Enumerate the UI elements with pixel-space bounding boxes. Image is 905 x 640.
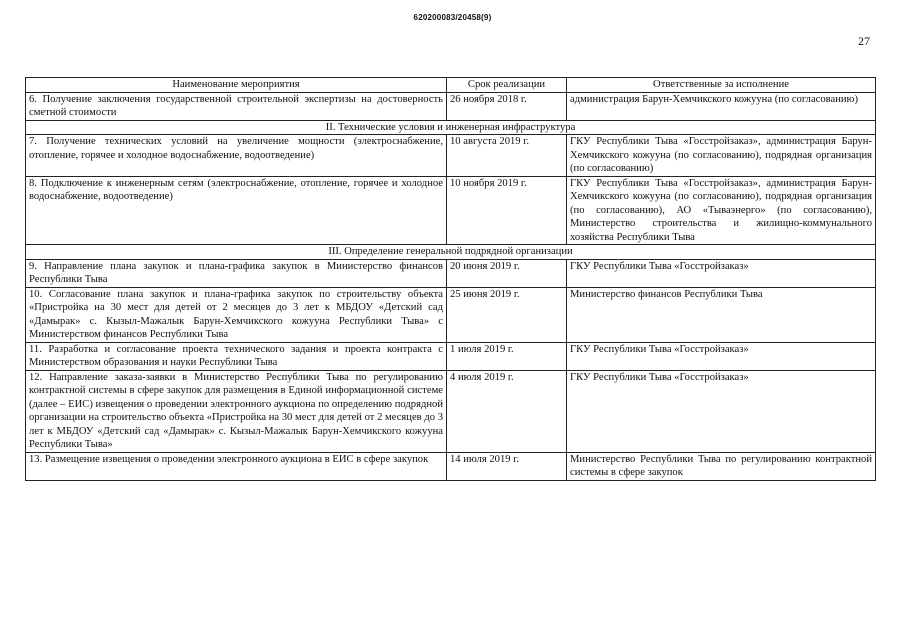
deadline-cell: 20 июня 2019 г. <box>447 259 567 287</box>
event-cell: 12. Направление заказа-заявки в Министерство Республики Тыва по регулированию контрактной системы в сфере закупок для размещения в Единой информационной системе (далее – ЕИС) извещения о проведении электронного аукциона по определению подрядной организации на строительство объекта «Пристройка на 30 мест для детей от 2 месяцев до 3 лет к МБДОУ «Детский сад «Дамырак» с. Кызыл-Мажалык Барун-Хемчикского кожууна Республики Тыва» <box>26 370 447 452</box>
event-cell: 6. Получение заключения государственной строительной экспертизы на достоверность сметной стоимости <box>26 92 447 120</box>
deadline-cell: 26 ноября 2018 г. <box>447 92 567 120</box>
section-row <box>26 245 876 260</box>
event-cell: 10. Согласование плана закупок и плана-графика закупок по строительству объекта «Пристройка на 30 мест для детей от 2 месяцев до 3 лет к МБДОУ «Детский сад «Дамырак» с. Кызыл-Мажалык Барун-Хемчикского кожууна Республики Тыва» с Министерством финансов Республики Тыва <box>26 287 447 342</box>
table-header-row <box>26 78 876 93</box>
table-row <box>26 135 876 177</box>
responsible-cell: администрация Барун-Хемчикского кожууна (по согласованию) <box>567 92 876 120</box>
table-row <box>26 176 876 245</box>
responsible-cell: ГКУ Республики Тыва «Госстройзаказ» <box>567 342 876 370</box>
deadline-cell: 4 июля 2019 г. <box>447 370 567 452</box>
responsible-cell: ГКУ Республики Тыва «Госстройзаказ» <box>567 259 876 287</box>
deadline-cell: 25 июня 2019 г. <box>447 287 567 342</box>
event-cell: 7. Получение технических условий на увеличение мощности (электроснабжение, отопление, горячее и холодное водоснабжение, водоотведение) <box>26 135 447 177</box>
table-row <box>26 342 876 370</box>
responsible-cell: ГКУ Республики Тыва «Госстройзаказ» <box>567 370 876 452</box>
deadline-cell: 14 июля 2019 г. <box>447 452 567 480</box>
responsible-cell: Министерство финансов Республики Тыва <box>567 287 876 342</box>
events-table <box>25 77 876 481</box>
deadline-cell: 10 ноября 2019 г. <box>447 176 567 245</box>
event-cell: 13. Размещение извещения о проведении электронного аукциона в ЕИС в сфере закупок <box>26 452 447 480</box>
table-row <box>26 259 876 287</box>
table-row <box>26 452 876 480</box>
deadline-cell: 1 июля 2019 г. <box>447 342 567 370</box>
column-header-responsible: Ответственные за исполнение <box>567 78 876 93</box>
page-number: 27 <box>858 34 870 48</box>
responsible-cell: ГКУ Республики Тыва «Госстройзаказ», администрация Барун-Хемчикского кожууна (по согласованию), подрядная организация (по согласованию) <box>567 135 876 177</box>
column-header-event: Наименование мероприятия <box>26 78 447 93</box>
column-header-deadline: Срок реализации <box>447 78 567 93</box>
responsible-cell: Министерство Республики Тыва по регулированию контрактной системы в сфере закупок <box>567 452 876 480</box>
section-title: III. Определение генеральной подрядной организации <box>26 245 876 260</box>
section-row <box>26 120 876 135</box>
responsible-cell: ГКУ Республики Тыва «Госстройзаказ», администрация Барун-Хемчикского кожууна (по согласованию), подрядная организация (по согласованию), АО «Тываэнерго» (по согласованию), Министерство строительства и жилищно-коммунального хозяйства Республики Тыва <box>567 176 876 245</box>
event-cell: 11. Разработка и согласование проекта технического задания и проекта контракта с Министерством образования и науки Республики Тыва <box>26 342 447 370</box>
event-cell: 9. Направление плана закупок и плана-графика закупок в Министерство финансов Республики Тыва <box>26 259 447 287</box>
deadline-cell: 10 августа 2019 г. <box>447 135 567 177</box>
table-row <box>26 287 876 342</box>
table-row <box>26 370 876 452</box>
event-cell: 8. Подключение к инженерным сетям (электроснабжение, отопление, горячее и холодное водоснабжение, водоотведение) <box>26 176 447 245</box>
document-id: 620200083/20458(9) <box>413 13 492 22</box>
section-title: II. Технические условия и инженерная инфраструктура <box>26 120 876 135</box>
table-row <box>26 92 876 120</box>
